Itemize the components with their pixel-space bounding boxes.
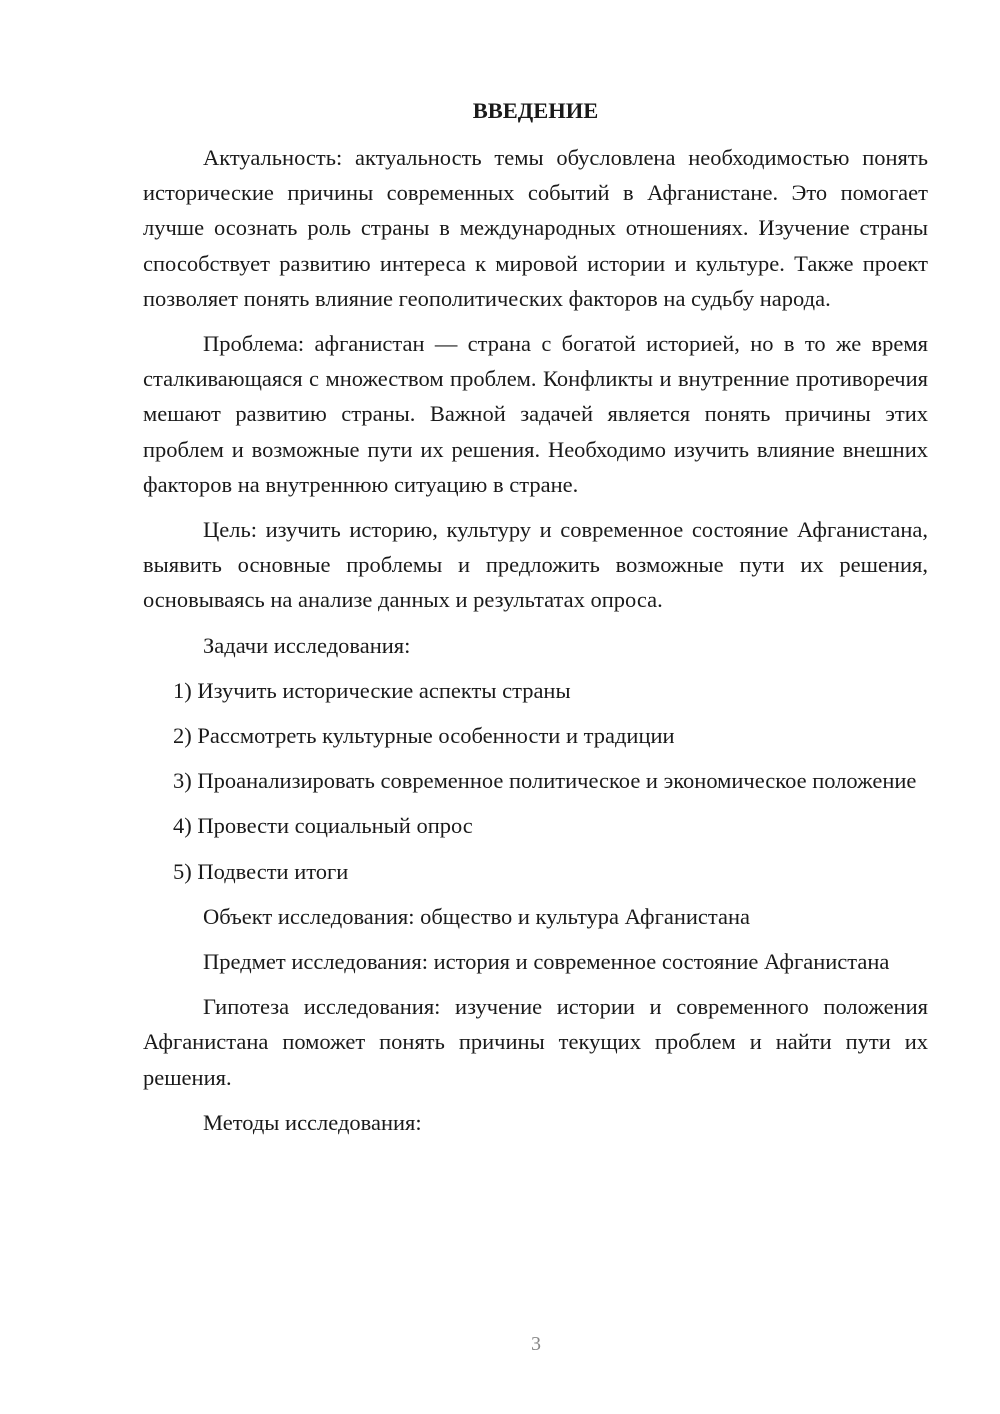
task-item-4: 4) Провести социальный опрос — [173, 813, 473, 839]
task-item-5: 5) Подвести итоги — [173, 858, 349, 884]
task-item-1: 1) Изучить исторические аспекты страны — [173, 677, 571, 703]
paragraph-object: Объект исследования: общество и культура Афганистана — [203, 903, 751, 929]
paragraph-goal: Цель: изучить историю, культуру и современное состояние Афганистана, выявить основные проблемы и предложить возможные пути их решения, основываясь на анализе данных и результатах опроса. — [143, 517, 928, 613]
paragraph-subject: Предмет исследования: история и современное состояние Афганистана — [203, 949, 890, 975]
task-item-2: 2) Рассмотреть культурные особенности и традиции — [173, 723, 675, 749]
paragraph-problem: Проблема: афганистан — страна с богатой историей, но в то же время сталкивающаяся с множеством проблем. Конфликты и внутренние противоречия мешают развитию страны. Важной задачей является понять причины этих проблем и возможные пути их решения. Необходимо изучить влияние внешних факторов на внутреннюю ситуацию в стране. — [143, 331, 928, 497]
paragraph-hypothesis: Гипотеза исследования: изучение истории и современного положения Афганистана поможет понять причины текущих проблем и найти пути их решения. — [143, 994, 928, 1090]
page-number: 3 — [531, 1333, 541, 1355]
methods-title: Методы исследования: — [203, 1109, 422, 1135]
task-item-3: 3) Проанализировать современное политическое и экономическое положение — [173, 768, 917, 794]
page-heading: ВВЕДЕНИЕ — [472, 98, 599, 123]
tasks-title: Задачи исследования: — [203, 632, 411, 658]
page-content — [143, 96, 928, 1150]
paragraph-relevance: Актуальность: актуальность темы обусловлена необходимостью понять исторические причины современных событий в Афганистане. Это помогает лучше осознать роль страны в международных отношениях. Изучение страны способствует развитию интереса к мировой истории и культуре. Также проект позволяет понять влияние геополитических факторов на судьбу народа. — [143, 145, 928, 311]
